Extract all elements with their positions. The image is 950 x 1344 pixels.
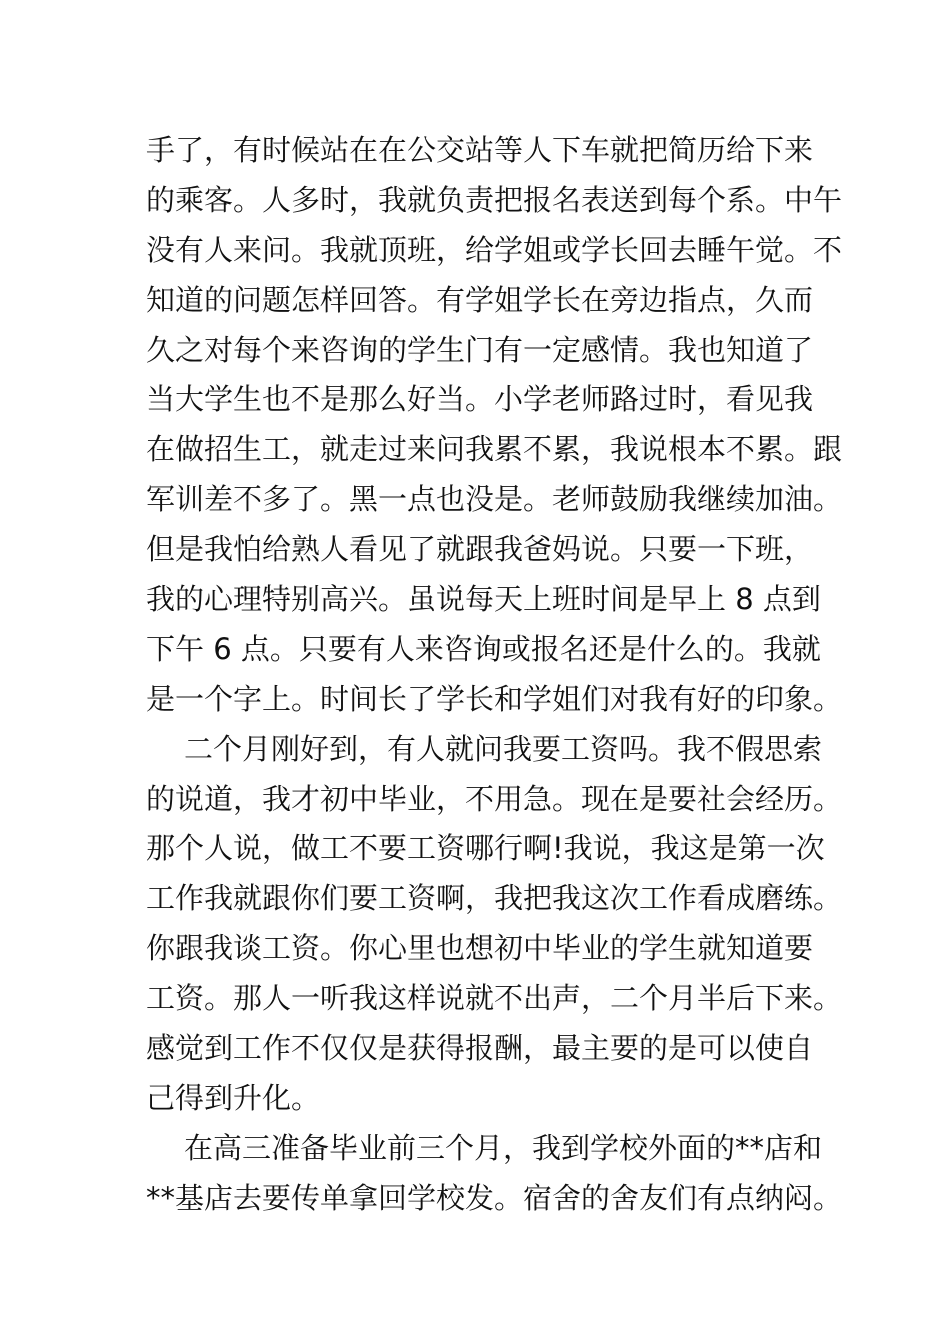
text-line: 是一个字上。时间长了学长和学姐们对我有好的印象。 [146,681,843,716]
text-line: 你跟我谈工资。你心里也想初中毕业的学生就知道要 [146,931,814,966]
text-line: 在做招生工，就走过来问我累不累，我说根本不累。跟 [146,432,843,467]
text-line: 那个人说，做工不要工资哪行啊!我说，我这是第一次 [146,831,825,866]
text-line: 下午 6 点。只要有人来咨询或报名还是什么的。我就 [146,631,821,666]
text-line: 当大学生也不是那么好当。小学老师路过时，看见我 [146,382,814,417]
text-line: 感觉到工作不仅仅是获得报酬，最主要的是可以使自 [146,1031,814,1066]
text-line: 但是我怕给熟人看见了就跟我爸妈说。只要一下班， [146,532,814,567]
text-line: 工资。那人一听我这样说就不出声，二个月半后下来。 [146,981,843,1016]
text-line: 军训差不多了。黑一点也没是。老师鼓励我继续加油。 [146,482,843,517]
text-line: 的乘客。人多时，我就负责把报名表送到每个系。中午 [146,182,843,217]
text-line: 手了，有时候站在在公交站等人下车就把简历给下来 [146,133,814,167]
text-line: 己得到升化。 [146,1080,321,1115]
text-line: **基店去要传单拿回学校发。宿舍的舍友们有点纳闷。 [146,1180,843,1215]
text-line: 久之对每个来咨询的学生门有一定感情。我也知道了 [146,332,814,367]
text-line: 的说道，我才初中毕业，不用急。现在是要社会经历。 [146,781,843,816]
paragraph-first-line: 在高三准备毕业前三个月，我到学校外面的**店和 [184,1130,823,1165]
text-line: 工作我就跟你们要工资啊，我把我这次工作看成磨练。 [146,881,843,916]
document-body [146,126,843,1224]
text-line: 没有人来问。我就顶班，给学姐或学长回去睡午觉。不 [146,232,843,267]
text-line: 我的心理特别高兴。虽说每天上班时间是早上 8 点到 [146,582,821,617]
text-line: 知道的问题怎样回答。有学姐学长在旁边指点，久而 [146,282,814,317]
paragraph-first-line: 二个月刚好到，有人就问我要工资吗。我不假思索 [184,731,823,766]
